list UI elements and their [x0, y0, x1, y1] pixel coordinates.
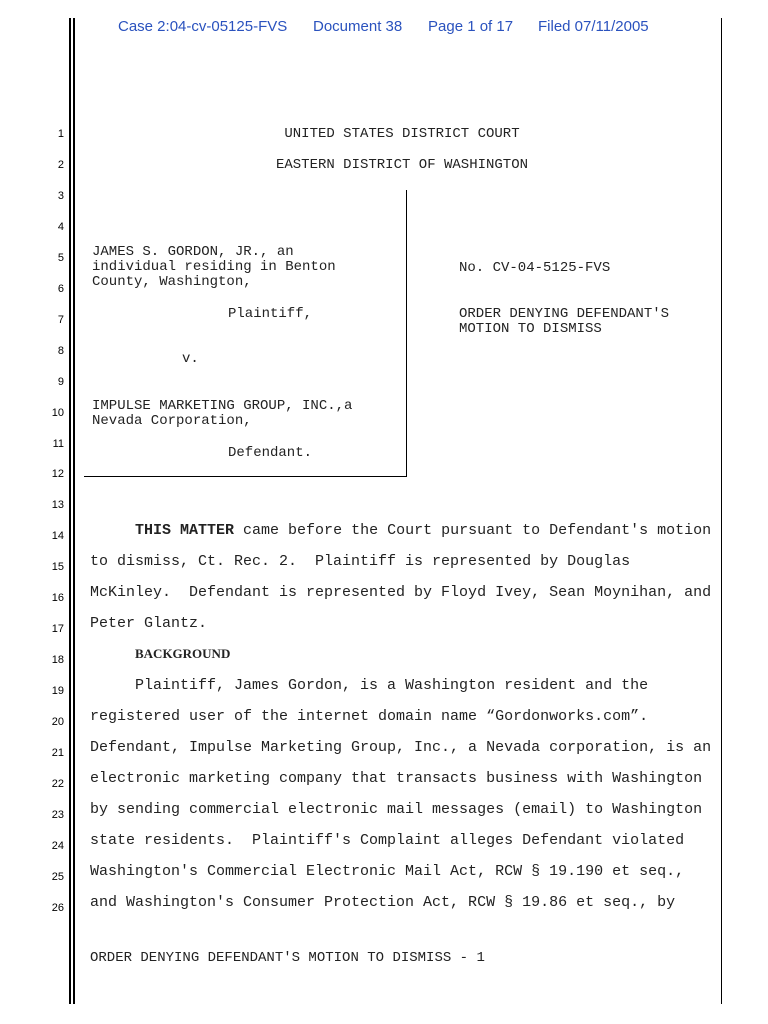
- line-number: 22: [51, 777, 64, 790]
- line-number: 25: [51, 870, 64, 883]
- line-number: 23: [51, 808, 64, 821]
- case-number-header: Case 2:04-cv-05125-FVS: [118, 18, 288, 35]
- body-line-8: electronic marketing company that transacts business with Washington: [90, 770, 703, 787]
- left-margin-rule-outer: [69, 18, 71, 1004]
- line-number: 9: [57, 375, 64, 388]
- page-count-header: Page 1 of 17: [428, 18, 514, 35]
- line-number: 5: [57, 251, 64, 264]
- page-footer: ORDER DENYING DEFENDANT'S MOTION TO DISMISS - 1: [90, 950, 485, 966]
- line-number: 7: [57, 313, 64, 326]
- right-margin-rule: [721, 18, 722, 1004]
- plaintiff-role: Plaintiff,: [228, 306, 313, 322]
- defendant-description: IMPULSE MARKETING GROUP, INC.,a Nevada Corporation,: [92, 398, 353, 429]
- left-margin-rule-inner: [73, 18, 75, 1004]
- body-line-10: state residents. Plaintiff's Complaint alleges Defendant violated: [90, 832, 685, 849]
- line-number: 3: [57, 189, 64, 202]
- body-line-2: to dismiss, Ct. Rec. 2. Plaintiff is represented by Douglas: [90, 553, 631, 570]
- document-number-header: Document 38: [313, 18, 403, 35]
- defendant-role: Defendant.: [228, 445, 313, 461]
- body-line-4: Peter Glantz.: [90, 615, 208, 632]
- line-number: 18: [51, 654, 64, 667]
- this-matter-bold: THIS MATTER: [135, 522, 235, 539]
- line-number: 16: [51, 592, 64, 605]
- body-line-9: by sending commercial electronic mail messages (email) to Washington: [90, 801, 703, 818]
- line-number: 10: [51, 406, 64, 419]
- line-number: 21: [51, 747, 64, 759]
- body-line-3: McKinley. Defendant is represented by Floyd Ivey, Sean Moynihan, and: [90, 584, 712, 601]
- line-number: 19: [51, 685, 64, 698]
- line-number: 8: [57, 344, 64, 357]
- body-line-12: and Washington's Consumer Protection Act, RCW § 19.86 et seq., by: [90, 894, 676, 911]
- body-line-11: Washington's Commercial Electronic Mail Act, RCW § 19.190 et seq.,: [90, 863, 685, 880]
- line-number: 15: [51, 561, 64, 574]
- line-number: 24: [51, 839, 64, 852]
- body-line-6: registered user of the internet domain name “Gordonworks.com”.: [90, 708, 649, 725]
- line-number: 13: [51, 499, 64, 512]
- caption-box: [84, 190, 407, 477]
- line-number: 11: [52, 437, 64, 450]
- body-line-7: Defendant, Impulse Marketing Group, Inc., a Nevada corporation, is an: [90, 739, 712, 756]
- line-number: 4: [57, 220, 64, 233]
- body-line-1-text: came before the Court pursuant to Defendant's motion: [234, 522, 712, 539]
- line-number: 12: [51, 468, 64, 481]
- plaintiff-description: JAMES S. GORDON, JR., an individual residing in Benton County, Washington,: [92, 244, 336, 290]
- line-number: 20: [51, 716, 64, 729]
- order-title: ORDER DENYING DEFENDANT'S MOTION TO DISMISS: [459, 306, 670, 337]
- line-number: 2: [57, 158, 64, 171]
- line-number: 14: [51, 530, 64, 543]
- body-line-5: Plaintiff, James Gordon, is a Washington resident and the: [90, 677, 649, 694]
- body-line-1: [90, 522, 711, 539]
- case-number: No. CV-04-5125-FVS: [459, 260, 611, 276]
- versus: v.: [182, 351, 199, 367]
- line-number: 1: [57, 128, 64, 140]
- line-number: 17: [51, 623, 64, 636]
- section-heading-background: BACKGROUND: [135, 646, 231, 661]
- court-name: UNITED STATES DISTRICT COURT: [284, 126, 520, 142]
- court-district: EASTERN DISTRICT OF WASHINGTON: [275, 157, 529, 173]
- line-number: 26: [51, 901, 64, 914]
- filed-date-header: Filed 07/11/2005: [538, 18, 649, 35]
- line-number: 6: [57, 282, 64, 295]
